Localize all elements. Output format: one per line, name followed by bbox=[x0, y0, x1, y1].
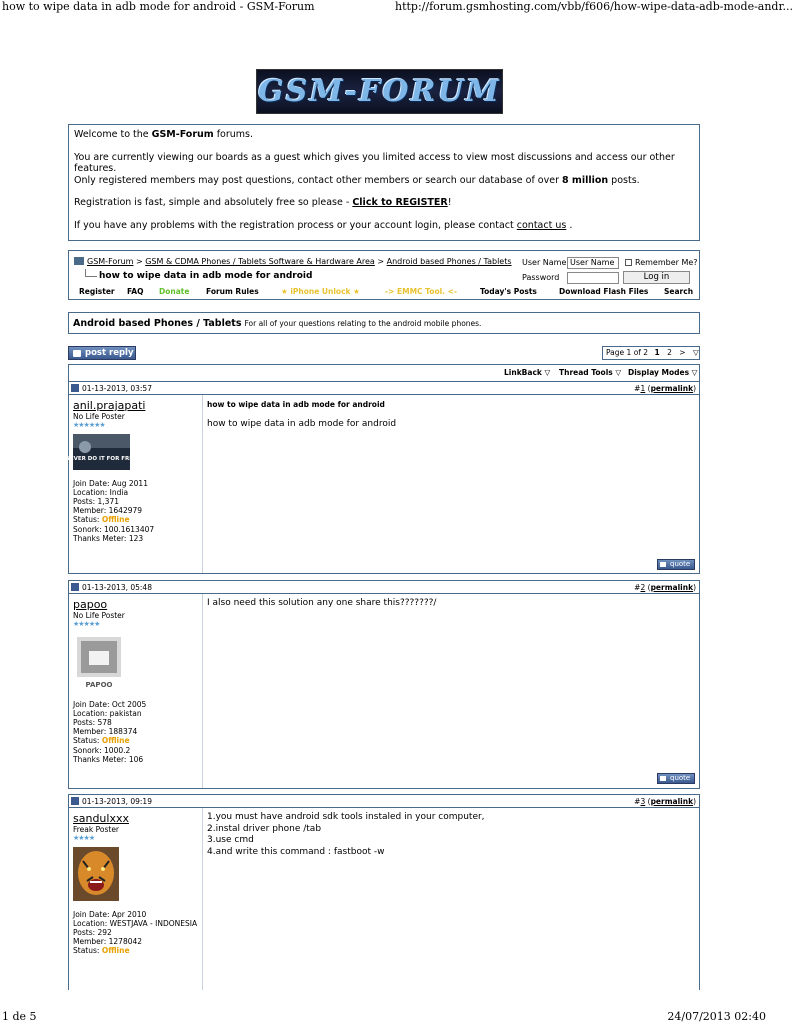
password-label: Password bbox=[522, 273, 560, 282]
forum-home-icon[interactable] bbox=[74, 257, 84, 265]
print-page-title: how to wipe data in adb mode for android - GSM-Forum bbox=[2, 0, 315, 13]
avatar-text: PAPOO bbox=[85, 681, 113, 690]
thanks-meter: Thanks Meter: 106 bbox=[73, 754, 144, 764]
username-link[interactable]: anil.prajapati bbox=[73, 399, 146, 412]
breadcrumb-forum[interactable]: Android based Phones / Tablets bbox=[386, 257, 512, 266]
status-badge: Offline bbox=[101, 946, 130, 956]
post-number: #2 (permalink) bbox=[634, 583, 696, 592]
menu-register[interactable]: Register bbox=[79, 287, 115, 296]
login-button[interactable]: Log in bbox=[623, 271, 690, 284]
post-date: 01-13-2013, 03:57 bbox=[71, 384, 152, 393]
join-date: Join Date: Apr 2010 bbox=[73, 909, 147, 919]
menu-emmc-tool[interactable]: -> EMMC Tool. <- bbox=[385, 287, 458, 296]
password-input[interactable] bbox=[567, 272, 619, 284]
post-header bbox=[69, 382, 699, 395]
next-page[interactable]: > bbox=[679, 348, 686, 357]
avatar[interactable] bbox=[73, 637, 201, 693]
display-modes-menu[interactable]: Display Modes ▽ bbox=[628, 368, 698, 377]
page-1: 1 bbox=[654, 348, 660, 357]
user-rank: No Life Poster bbox=[73, 611, 125, 620]
post-3 bbox=[68, 794, 700, 990]
post-icon bbox=[71, 384, 79, 392]
site-logo[interactable] bbox=[256, 69, 503, 114]
post-title: how to wipe data in adb mode for android bbox=[207, 400, 385, 409]
post-message-line: 2.instal driver phone /tab bbox=[207, 823, 322, 834]
thread-tree-icon bbox=[85, 269, 97, 277]
forum-description: For all of your questions relating to the android mobile phones. bbox=[244, 319, 482, 328]
rank-stars: ★★★★★★ bbox=[73, 421, 105, 430]
location: Location: WESTJAVA - INDONESIA bbox=[73, 918, 198, 928]
sonork: Sonork: 100.1613407 bbox=[73, 524, 155, 534]
username-input[interactable] bbox=[567, 257, 619, 269]
thread-tools-menu[interactable]: Thread Tools ▽ bbox=[559, 368, 622, 377]
remember-me[interactable]: Remember Me? bbox=[625, 258, 698, 267]
menu-iphone-unlock[interactable]: ★ iPhone Unlock ★ bbox=[281, 287, 360, 296]
post-message: I also need this solution any one share this???????/ bbox=[207, 598, 437, 608]
post-message: how to wipe data in adb mode for android bbox=[207, 418, 397, 429]
contact-us-link[interactable]: contact us bbox=[516, 219, 567, 231]
linkback-menu[interactable]: LinkBack ▽ bbox=[504, 368, 551, 377]
status-badge: Offline bbox=[101, 736, 130, 746]
login-form bbox=[522, 255, 698, 285]
menu-search[interactable]: Search bbox=[664, 287, 694, 296]
page-2[interactable]: 2 bbox=[667, 348, 672, 357]
user-info bbox=[73, 812, 201, 956]
post-count: Posts: 1,371 bbox=[73, 497, 119, 507]
register-notice: Registration is fast, simple and absolutely free so please - Click to REGISTER! bbox=[74, 197, 452, 208]
print-url: http://forum.gsmhosting.com/vbb/f606/how-wipe-data-adb-mode-andr... bbox=[395, 0, 793, 13]
print-datetime: 24/07/2013 02:40 bbox=[667, 1010, 766, 1023]
permalink[interactable]: permalink bbox=[650, 583, 694, 592]
post-number-link[interactable]: 3 bbox=[640, 797, 646, 806]
status-badge: Offline bbox=[101, 515, 130, 525]
rank-stars: ★★★★★ bbox=[73, 620, 100, 629]
remember-me-checkbox[interactable] bbox=[625, 259, 632, 266]
menu-forum-rules[interactable]: Forum Rules bbox=[206, 287, 259, 296]
avatar[interactable] bbox=[73, 847, 201, 903]
post-message-line: 3.use cmd bbox=[207, 835, 254, 845]
status: Status: Offline bbox=[73, 736, 130, 746]
join-date: Join Date: Aug 2011 bbox=[73, 478, 148, 488]
quote-button[interactable]: quote bbox=[657, 559, 695, 570]
menu-faq[interactable]: FAQ bbox=[127, 287, 144, 296]
username-label: User Name bbox=[522, 258, 567, 267]
user-rank: No Life Poster bbox=[73, 412, 125, 421]
location: Location: India bbox=[73, 487, 129, 497]
post-header bbox=[69, 581, 699, 594]
permalink[interactable]: permalink bbox=[650, 384, 694, 393]
post-message-line: 1.you must have android sdk tools instaled in your computer, bbox=[207, 812, 485, 822]
menu-download-flash-files[interactable]: Download Flash Files bbox=[559, 287, 649, 296]
navbar bbox=[68, 250, 700, 300]
forum-info bbox=[68, 312, 700, 334]
post-header bbox=[69, 795, 699, 808]
rank-stars: ★★★★ bbox=[73, 834, 95, 843]
post-icon bbox=[71, 797, 79, 805]
user-info bbox=[73, 598, 201, 764]
contact-notice: If you have any problems with the registration process or your account login, please contact contact us . bbox=[74, 219, 573, 231]
post-count: Posts: 578 bbox=[73, 718, 112, 728]
pagination bbox=[602, 346, 700, 360]
post-1 bbox=[65, 381, 700, 574]
avatar-text: NEVER DO IT FOR FREE bbox=[65, 456, 137, 463]
post-number: #1 (permalink) bbox=[634, 384, 696, 393]
pager-menu-icon[interactable]: ▽ bbox=[692, 348, 699, 357]
post-date: 01-13-2013, 09:19 bbox=[71, 797, 152, 806]
breadcrumb: GSM-Forum > GSM & CDMA Phones / Tablets Software & Hardware Area > Android based Phones / Tablets bbox=[74, 257, 512, 266]
menu-todays-posts[interactable]: Today's Posts bbox=[480, 287, 537, 296]
username-link[interactable]: sandulxxx bbox=[73, 812, 129, 825]
members-notice: Only registered members may post questions, contact other members or search our database of over 8 million posts. bbox=[74, 174, 640, 186]
forum-name[interactable]: Android based Phones / Tablets bbox=[73, 318, 242, 329]
sonork: Sonork: 1000.2 bbox=[73, 745, 131, 755]
status: Status: Offline bbox=[73, 946, 130, 956]
post-2 bbox=[68, 580, 700, 789]
welcome-box bbox=[68, 124, 700, 241]
menu-donate[interactable]: Donate bbox=[159, 287, 190, 296]
post-count: Posts: 292 bbox=[73, 928, 112, 938]
print-header bbox=[0, 0, 793, 14]
user-info bbox=[65, 399, 201, 543]
post-message-line: 4.and write this command : fastboot -w bbox=[207, 846, 385, 857]
logo-text: GSM-FORUM bbox=[258, 74, 501, 109]
post-body bbox=[207, 812, 697, 858]
print-page-number: 1 de 5 bbox=[2, 1010, 37, 1023]
username-link[interactable]: papoo bbox=[73, 598, 108, 611]
breadcrumb-category[interactable]: GSM & CDMA Phones / Tablets Software & Hardware Area bbox=[145, 257, 375, 266]
welcome-line: Welcome to the GSM-Forum forums. bbox=[74, 129, 253, 140]
post-reply-button[interactable]: post reply bbox=[68, 346, 136, 360]
status: Status: Offline bbox=[73, 515, 130, 525]
page-label: Page 1 of 2 bbox=[606, 348, 649, 357]
post-body bbox=[207, 399, 697, 430]
thread-title: how to wipe data in adb mode for android bbox=[85, 269, 312, 281]
member-id: Member: 188374 bbox=[73, 727, 138, 737]
post-date: 01-13-2013, 05:48 bbox=[71, 583, 152, 592]
post-number-link[interactable]: 2 bbox=[640, 583, 646, 592]
post-number-link[interactable]: 1 bbox=[640, 384, 646, 393]
user-rank: Freak Poster bbox=[73, 825, 120, 834]
permalink[interactable]: permalink bbox=[650, 797, 694, 806]
thread-tools-bar bbox=[68, 364, 700, 381]
breadcrumb-home[interactable]: GSM-Forum bbox=[87, 257, 134, 266]
post-icon bbox=[71, 583, 79, 591]
avatar[interactable] bbox=[65, 434, 201, 472]
post-body bbox=[207, 598, 697, 610]
post-number: #3 (permalink) bbox=[634, 797, 696, 806]
thanks-meter: Thanks Meter: 123 bbox=[73, 533, 144, 543]
nav-menu bbox=[69, 287, 699, 299]
location: Location: pakistan bbox=[73, 708, 142, 718]
member-id: Member: 1642979 bbox=[73, 506, 143, 516]
member-id: Member: 1278042 bbox=[73, 937, 143, 947]
register-link[interactable]: Click to REGISTER bbox=[352, 197, 448, 208]
join-date: Join Date: Oct 2005 bbox=[73, 699, 147, 709]
quote-button[interactable]: quote bbox=[657, 773, 695, 784]
guest-notice: You are currently viewing our boards as a guest which gives you limited access to view most discussions and access our other features. bbox=[74, 151, 675, 174]
